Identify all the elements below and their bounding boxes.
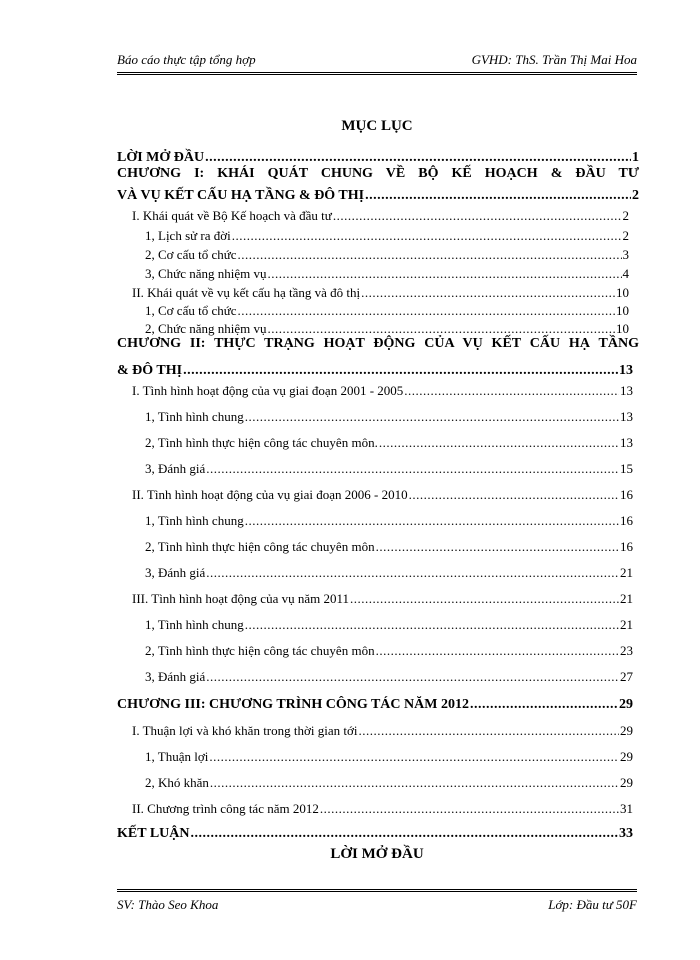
toc-leader-dots (210, 775, 619, 791)
toc-entry-c2-s1-2[interactable] (145, 431, 633, 451)
toc-entry-page: 4 (622, 266, 629, 281)
toc-entry-text: I. Tình hình hoạt động của vụ giai đoạn 2001 - 2005 (132, 383, 404, 398)
toc-entry-page: 13 (619, 363, 633, 378)
toc-entry-c2-s2-2[interactable] (145, 535, 633, 555)
toc-entry-page: 1 (632, 150, 639, 165)
toc-entry-page: 10 (616, 285, 629, 300)
toc-leader-dots (376, 643, 619, 659)
toc-leader-dots (206, 565, 619, 581)
toc-entry-text: 2, Tình hình thực hiện công tác chuyên môn (145, 539, 375, 554)
toc-entry-c1-s1-3[interactable] (145, 262, 629, 282)
toc-entry-page: 29 (620, 775, 633, 790)
toc-entry-chapter3[interactable] (117, 693, 633, 713)
toc-chapter2-line1[interactable]: CHƯƠNG II: THỰC TRẠNG HOẠT ĐỘNG CỦA VỤ KẾT CẤU HẠ TẦNG (117, 336, 639, 351)
toc-entry-c2-s3-3[interactable] (145, 665, 633, 685)
toc-entry-page: 15 (620, 461, 633, 476)
toc-entry-page: 21 (620, 565, 633, 580)
toc-entry-c3-s2[interactable] (132, 797, 633, 817)
footer-class: Lớp: Đầu tư 50F (548, 897, 637, 912)
toc-entry-text: 3, Chức năng nhiệm vụ (145, 266, 267, 281)
toc-entry-text: 1, Lịch sử ra đời (145, 228, 231, 243)
header-divider (117, 72, 637, 75)
toc-entry-text: KẾT LUẬN (117, 826, 190, 841)
toc-entry-text: 3, Đánh giá (145, 461, 206, 476)
footer-student: SV: Thào Seo Khoa (117, 897, 219, 912)
toc-leader-dots (409, 487, 619, 503)
toc-entry-c2-s1-3[interactable] (145, 457, 633, 477)
toc-entry-text: 2, Khó khăn (145, 775, 209, 790)
toc-entry-text: I. Khái quát về Bộ Kế hoạch và đầu tư (132, 208, 332, 223)
toc-leader-dots (209, 749, 619, 765)
toc-entry-page: 29 (619, 697, 633, 712)
toc-leader-dots (365, 188, 631, 204)
toc-leader-dots (268, 266, 622, 282)
toc-entry-page: 16 (620, 487, 633, 502)
toc-entry-page: 23 (620, 643, 633, 658)
toc-entry-c3-s1[interactable] (132, 719, 633, 739)
toc-leader-dots (350, 591, 619, 607)
toc-entry-c1-s1-2[interactable] (145, 243, 629, 263)
toc-leader-dots (379, 435, 619, 451)
toc-entry-page: 2 (622, 208, 629, 223)
toc-entry-c1-s1-1[interactable] (145, 224, 629, 244)
toc-entry-text: II. Tình hình hoạt động của vụ giai đoạn 2006 - 2010 (132, 487, 408, 502)
header-report-title: Báo cáo thực tập tổng hợp (117, 52, 256, 67)
toc-entry-c1-s2[interactable] (132, 281, 629, 301)
toc-entry-text: 2, Cơ cấu tổ chức (145, 247, 237, 262)
toc-entry-text: 2, Chức năng nhiệm vụ (145, 321, 267, 336)
toc-entry-page: 13 (620, 435, 633, 450)
toc-entry-text: VÀ VỤ KẾT CẤU HẠ TẦNG & ĐÔ THỊ (117, 188, 365, 203)
toc-leader-dots (404, 383, 619, 399)
toc-entry-page: 29 (620, 749, 633, 764)
toc-leader-dots (190, 826, 618, 842)
toc-entry-page: 2 (622, 228, 629, 243)
footer-divider (117, 889, 637, 892)
toc-entry-text: 1, Tình hình chung (145, 409, 244, 424)
toc-entry-page: 29 (620, 723, 633, 738)
toc-entry-page: 21 (620, 591, 633, 606)
toc-chapter1-line1[interactable]: CHƯƠNG I: KHÁI QUÁT CHUNG VỀ BỘ KẾ HOẠCH & ĐẦU TƯ (117, 166, 639, 181)
toc-entry-text: 2, Tình hình thực hiện công tác chuyên môn (145, 643, 375, 658)
toc-entry-page: 33 (619, 826, 633, 841)
toc-entry-c2-s2[interactable] (132, 483, 633, 503)
toc-entry-c1-s2-1[interactable] (145, 299, 629, 319)
toc-entry-text: III. Tình hình hoạt động của vụ năm 2011 (132, 591, 349, 606)
toc-entry-text: I. Thuận lợi và khó khăn trong thời gian tới (132, 723, 358, 738)
toc-entry-text: 1, Tình hình chung (145, 513, 244, 528)
toc-entry-page: 10 (616, 321, 629, 336)
toc-entry-c2-s2-1[interactable] (145, 509, 633, 529)
toc-leader-dots (245, 409, 619, 425)
toc-leader-dots (205, 150, 631, 166)
toc-leader-dots (232, 228, 622, 244)
toc-entry-text: CHƯƠNG III: CHƯƠNG TRÌNH CÔNG TÁC NĂM 2012 (117, 697, 469, 712)
toc-leader-dots (238, 247, 622, 263)
toc-entry-page: 16 (620, 513, 633, 528)
toc-entry-text: 1, Tình hình chung (145, 617, 244, 632)
toc-entry-page: 31 (620, 801, 633, 816)
toc-entry-chapter1[interactable] (117, 184, 639, 204)
toc-leader-dots (470, 697, 618, 713)
header-supervisor: GVHD: ThS. Trần Thị Mai Hoa (471, 52, 637, 67)
toc-title: MỤC LỤC (341, 118, 413, 134)
toc-entry-text: 3, Đánh giá (145, 669, 206, 684)
toc-leader-dots (333, 208, 622, 224)
toc-entry-text: 1, Cơ cấu tổ chức (145, 303, 237, 318)
toc-leader-dots (206, 669, 619, 685)
toc-entry-text: 3, Đánh giá (145, 565, 206, 580)
toc-entry-c3-s1-1[interactable] (145, 745, 633, 765)
page-footer (117, 897, 637, 917)
toc-entry-text: 1, Thuận lợi (145, 749, 209, 764)
toc-leader-dots (245, 513, 619, 529)
toc-entry-c1-s2-2[interactable] (145, 317, 629, 337)
toc-entry-c1-s1[interactable] (132, 204, 629, 224)
toc-entry-page: 16 (620, 539, 633, 554)
toc-entry-page: 21 (620, 617, 633, 632)
section-heading-intro: LỜI MỞ ĐẦU (330, 846, 424, 862)
toc-entry-text: 2, Tình hình thực hiện công tác chuyên môn. (145, 435, 378, 450)
toc-entry-c2-s3[interactable] (132, 587, 633, 607)
toc-entry-intro[interactable] (117, 146, 639, 166)
page-header (117, 52, 637, 72)
toc-entry-page: 13 (620, 409, 633, 424)
toc-entry-page: 2 (632, 188, 639, 203)
toc-entry-page: 13 (620, 383, 633, 398)
toc-leader-dots (376, 539, 619, 555)
toc-entry-conclusion[interactable] (117, 822, 633, 842)
toc-entry-page: 3 (622, 247, 629, 262)
toc-entry-text: II. Khái quát về vụ kết cấu hạ tầng và đô thị (132, 285, 361, 300)
toc-entry-text: LỜI MỞ ĐẦU (117, 150, 205, 165)
toc-leader-dots (183, 363, 618, 379)
toc-leader-dots (358, 723, 619, 739)
toc-entry-c2-s1[interactable] (132, 379, 633, 399)
toc-entry-page: 27 (620, 669, 633, 684)
toc-entry-c3-s1-2[interactable] (145, 771, 633, 791)
toc-entry-c2-s2-3[interactable] (145, 561, 633, 581)
toc-entry-c2-s3-2[interactable] (145, 639, 633, 659)
toc-leader-dots (320, 801, 619, 817)
toc-entry-text: & ĐÔ THỊ (117, 363, 183, 378)
toc-entry-c2-s3-1[interactable] (145, 613, 633, 633)
toc-leader-dots (268, 321, 615, 337)
toc-entry-text: II. Chương trình công tác năm 2012 (132, 801, 319, 816)
toc-entry-page: 10 (616, 303, 629, 318)
toc-leader-dots (206, 461, 619, 477)
toc-entry-c2-s1-1[interactable] (145, 405, 633, 425)
toc-leader-dots (245, 617, 619, 633)
toc-entry-chapter2[interactable] (117, 355, 633, 379)
